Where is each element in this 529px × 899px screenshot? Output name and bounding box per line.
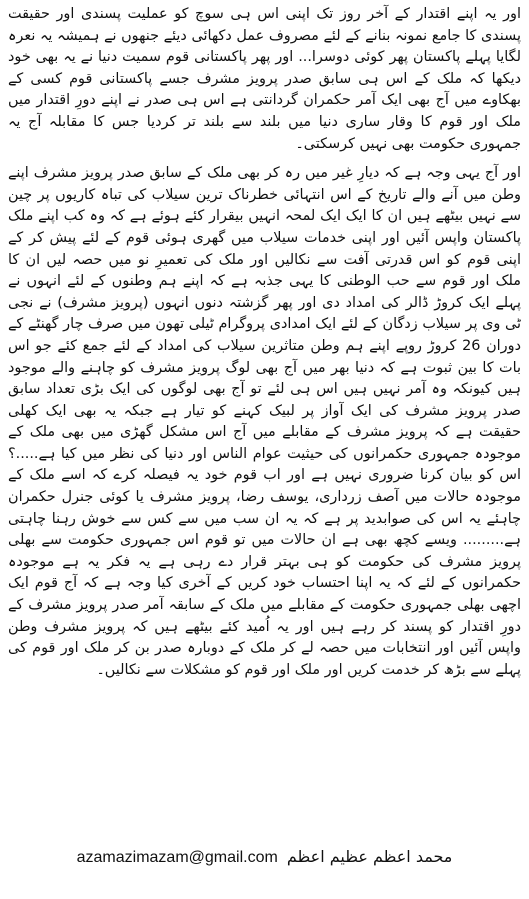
author-signature [0,846,529,869]
article-paragraph-2: اور آج یہی وجہ ہے کہ دیارِ غیر میں رہ کر بھی ملک کے سابق صدر پرویز مشرف اپنے وطن میں آنے والے تاریخ کے اس انتہائی خطرناک ترین سیلاب کی تباہ کاریوں پر چین سے نہیں بیٹھے ہیں ان کا ایک ایک لمحہ انہیں بیقرار کئے ہوئے ہے کہ وہ کب اپنے ملک پاکستان واپس آئیں اور اپنی خدمات سیلاب میں گھری ہوئی قوم کے لئے پیش کر کے اپنی قوم کو اس قدرتی آفت سے نکالیں اور ملک کی تعمیرِ نو میں حصہ لیں ان کا ملک اور قوم سے حب الوطنی کا یہی جذبہ ہے کہ اپنے ہم وطنوں کے لئے انہوں نے پہلے ایک کروڑ ڈالر کی امداد دی اور پھر گزشتہ دنوں انہوں (پرویز مشرف) نے نجی ٹی وی پر سیلاب زدگان کے لئے ایک امدادی پروگرام ٹیلی تھون میں صرف چار گھنٹے کے دوران 26 کروڑ روپے اپنے ہم وطن متاثرین سیلاب کی امداد کے لئے جمع کئے جو اس بات کا بین ثبوت ہے کہ دنیا بھر میں آج بھی لوگ پرویز مشرف کو چاہنے والے موجود ہیں کیونکہ وہ آمر نہیں ہیں اس ہی لئے تو آج بھی لوگوں کی ایک بڑی تعداد سابق صدر پرویز مشرف کی ایک آواز پر لبیک کہنے کو تیار ہے جبکہ یہ بھی ایک کھلی حقیقت ہے کہ پرویز مشرف کے مقابلے میں آج اس مشکل گھڑی میں بھی ملک کے موجودہ جمہوری حکمرانوں کی حیثیت عوام الناس اور دنیا کی نظر میں کیا ہے.....؟ اس کو بیان کرنا ضروری نہیں ہے اور اب قوم خود یہ فیصلہ کرے کہ اسے ملک کے موجودہ حالات میں آصف زرداری، یوسف رضا، پرویز مشرف یا کوئی جنرل حکمران چاہئے یہ اس کی صوابدید پر ہے کہ یہ ان سب میں سے کس سے خوش رہنا چاہتی ہے......... ویسے کچھ بھی ہے ان حالات میں تو قوم اس جمہوری حکومت سے بھلی پرویز مشرف کی حکومت کو ہی بہتر قرار دے رہی ہے یہ فکر یہ ہے موجودہ حکمرانوں کے لئے کہ یہ اپنا احتساب خود کریں کے آخری کیا وجہ ہے کہ آج قوم ایک اچھی بھلی جمہوری حکومت کے مقابلے میں ملک کے سابقہ آمر صدر پرویز مشرف کے دورِ اقتدار کو پسند کر رہے ہیں اور یہ اُمید کئے بیٹھے ہیں کہ پرویز مشرف وطن واپس آئیں اور انتخابات میں حصہ لے کر ملک کے دوبارہ صدر بن کر ملک اور قوم کی پہلے سے بڑھ کر خدمت کریں اور ملک اور قوم کو مشکلات سے نکالیں۔ [8,165,521,678]
author-email: azamazimazam@gmail.com [76,849,278,866]
article-body [8,4,521,689]
author-name: محمد اعظم عظیم اعظم [286,847,453,866]
article-paragraph-1: اور یہ اپنے اقتدار کے آخر روز تک اپنی اس ہی سوچ کو عملیت پسندی اور حقیقت پسندی کا جامع نمونہ بنانے کے لئے مصروف عمل دکھائی دیئے جنھوں نے ہمیشہ یہ نعرہ لگایا پہلے پاکستان پھر کوئی دوسرا... اور پھر پاکستانی قوم سمیت دنیا نے یہ بھی خود دیکھا کہ ملک کے اس ہی سابق صدر پرویز مشرف جسے پاکستانی قوم کسی کے بھکاوے میں آج بھی ایک آمر حکمران گردانتی ہے اس ہی صدر نے اپنے دورِ اقتدار میں ملک اور قوم کا وقار ساری دنیا میں بلند سے بلند تر کردیا جس کا مقابلہ آج یہ جمہوری حکومت بھی نہیں کرسکتی۔ [8,6,521,152]
